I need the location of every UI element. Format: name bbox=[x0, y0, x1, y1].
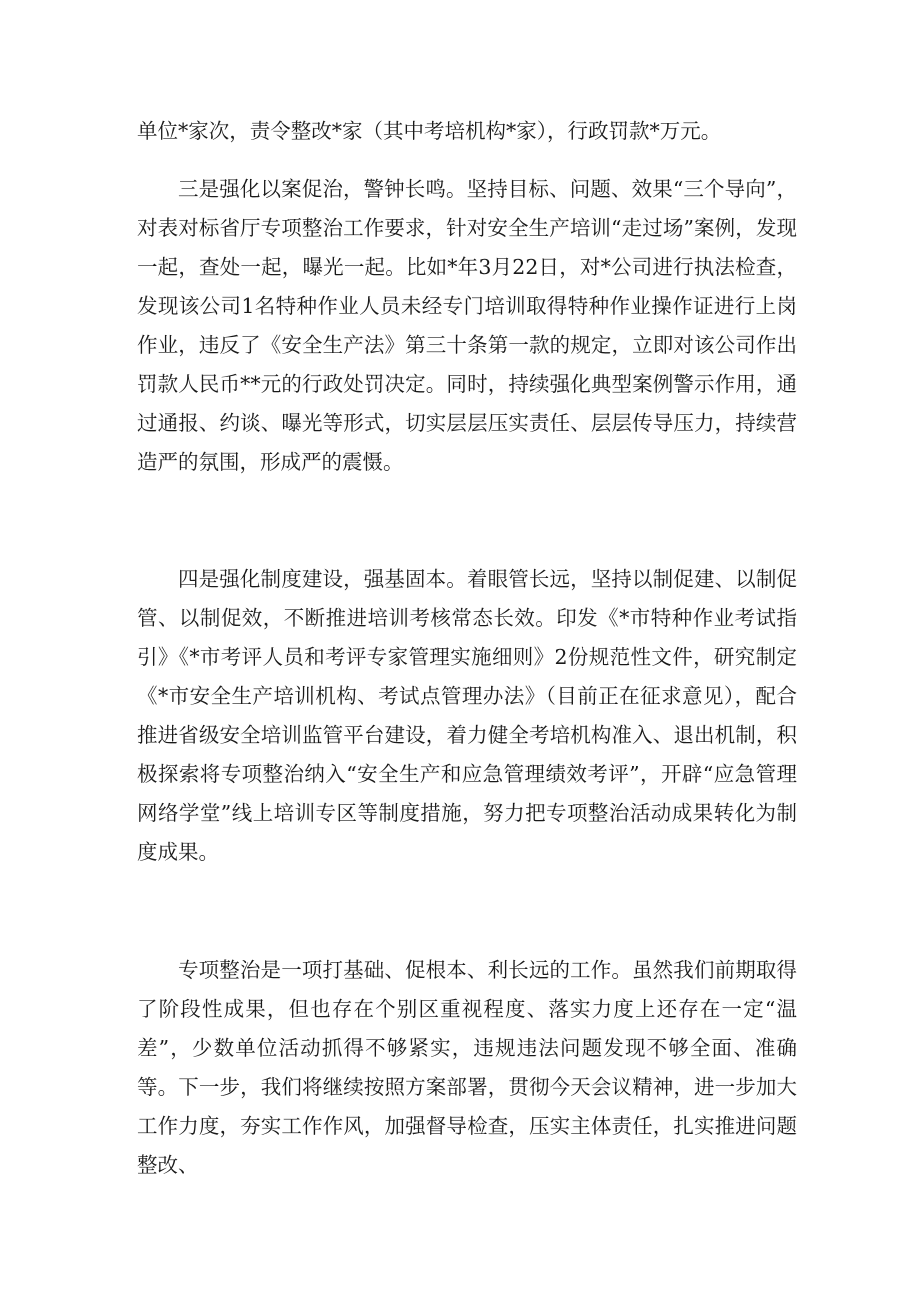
paragraph-next-steps bbox=[137, 951, 797, 1185]
paragraph-text: 四是强化制度建设，强基固本。着眼管长远，坚持以制促建、以制促管、以制促效，不断推进培训考核常态长效。印发《*市特种作业考试指引》《*市考评人员和考评专家管理实施细则》2份规范性文件，研究制定《*市安全生产培训机构、考试点管理办法》（目前正在征求意见），配合推进省级安全培训监管平台建设，着力健全考培机构准入、退出机制，积极探索将专项整治纳入“安全生产和应急管理绩效考评”，开辟“应急管理网络学堂”线上培训专区等制度措施，努力把专项整治活动成果转化为制度成果。 bbox=[137, 567, 797, 864]
paragraph-case-governance bbox=[137, 170, 797, 482]
paragraph-text: 专项整治是一项打基础、促根本、利长远的工作。虽然我们前期取得了阶段性成果，但也存在个别区重视程度、落实力度上还存在一定“温差”，少数单位活动抓得不够紧实，违规违法问题发现不够全面、准确等。下一步，我们将继续按照方案部署，贯彻今天会议精神，进一步加大工作力度，夯实工作作风，加强督导检查，压实主体责任，扎实推进问题整改、 bbox=[137, 958, 797, 1177]
paragraph-text: 三是强化以案促治，警钟长鸣。坚持目标、问题、效果“三个导向”，对表对标省厅专项整治工作要求，针对安全生产培训“走过场”案例，发现一起，查处一起，曝光一起。比如*年3月22日，对*公司进行执法检查，发现该公司1名特种作业人员未经专门培训取得特种作业操作证进行上岗作业，违反了《安全生产法》第三十条第一款的规定，立即对该公司作出罚款人民币**元的行政处罚决定。同时，持续强化典型案例警示作用，通过通报、约谈、曝光等形式，切实层层压实责任、层层传导压力，持续营造严的氛围，形成严的震慑。 bbox=[137, 177, 797, 474]
paragraph-system-building bbox=[137, 560, 797, 872]
paragraph-text: 单位*家次，责令整改*家（其中考培机构*家），行政罚款*万元。 bbox=[137, 119, 722, 143]
paragraph-penalty-summary bbox=[137, 112, 797, 151]
